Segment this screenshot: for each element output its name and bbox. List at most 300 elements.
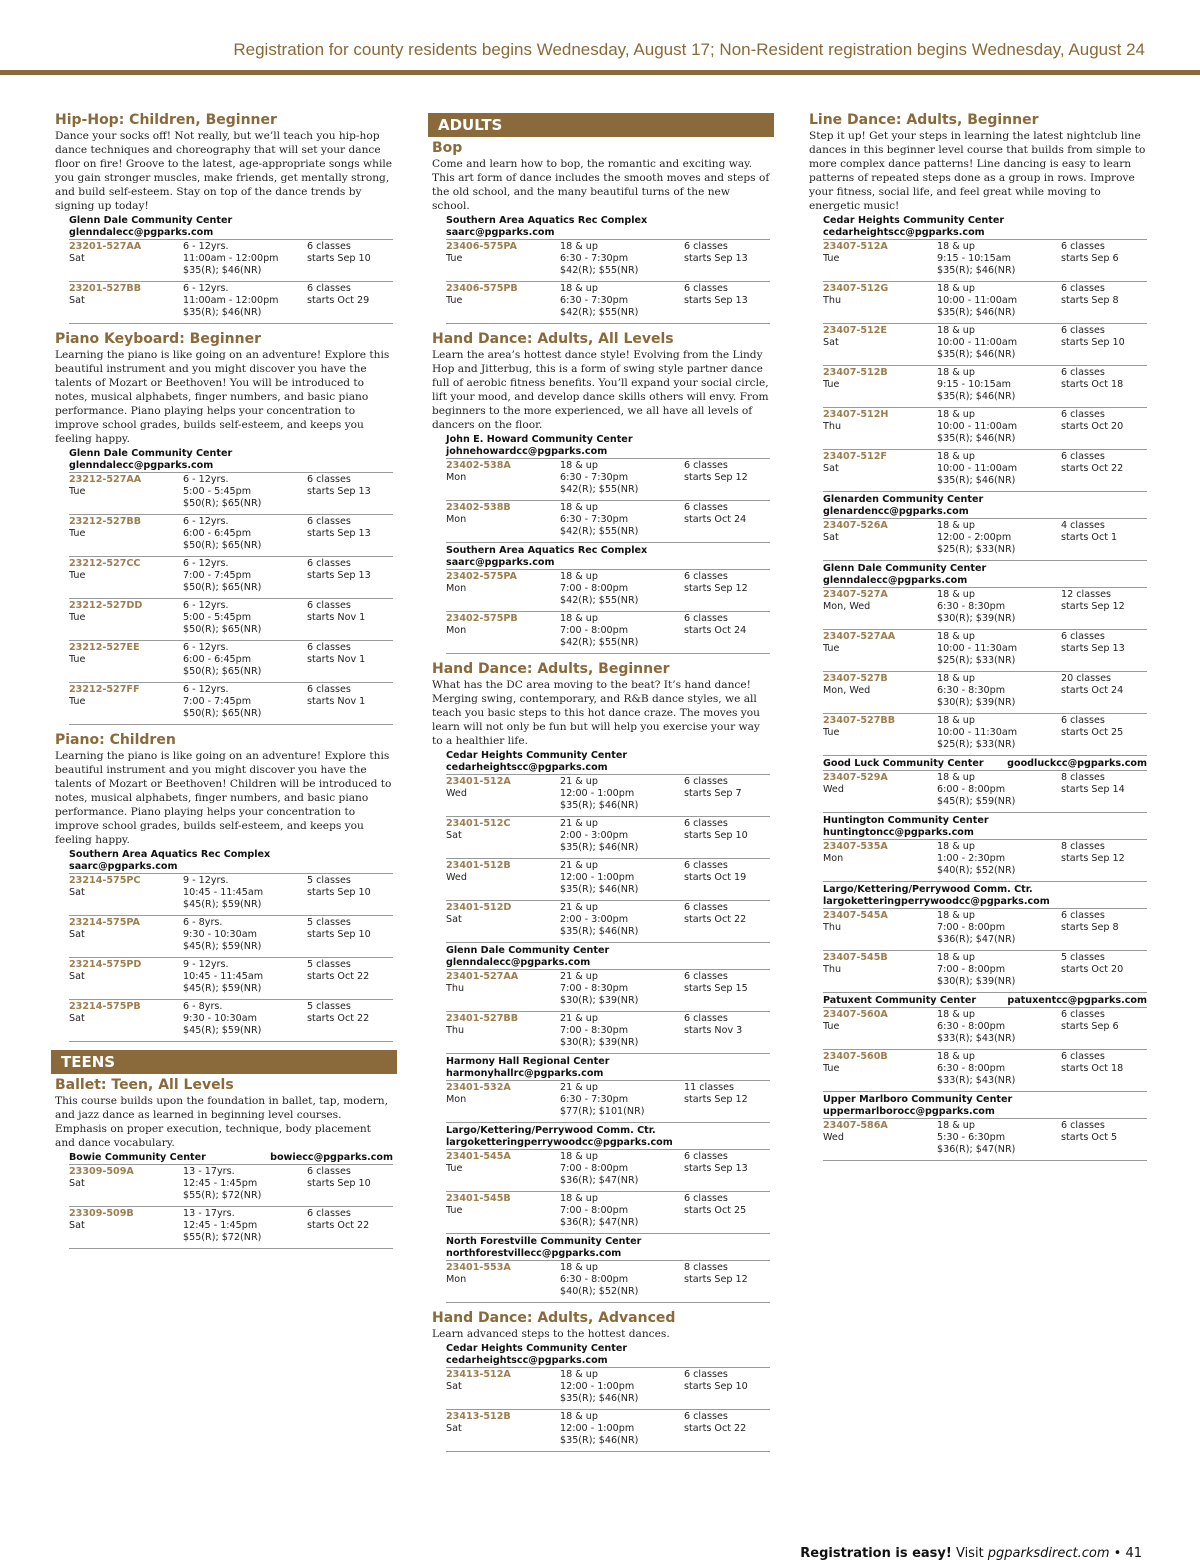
course-day: Mon: [446, 1274, 467, 1285]
course-code[interactable]: 23212-527FF: [69, 684, 140, 695]
footer-url[interactable]: pgparksdirect.com: [987, 1546, 1110, 1561]
course-code[interactable]: 23401-512A: [446, 776, 511, 787]
course-classes: 6 classes: [307, 1208, 351, 1219]
table-row: [823, 407, 1147, 449]
course-code[interactable]: 23401-527AA: [446, 971, 519, 982]
course-classes: 6 classes: [1061, 1120, 1105, 1131]
classes-start-cell: [307, 642, 387, 678]
age-time-fee-cell: [560, 1369, 684, 1405]
course-title: Bop: [432, 140, 463, 156]
course-classes: 6 classes: [1061, 910, 1105, 921]
course-start: starts Oct 22: [307, 1220, 370, 1231]
classes-start-cell: [1061, 910, 1141, 946]
classes-start-cell: [307, 1208, 387, 1244]
footer-visit: Visit: [951, 1546, 988, 1561]
location-name: Huntington Community Center: [823, 815, 989, 826]
course-fee: $25(R); $33(NR): [937, 655, 1016, 666]
course-fee: $42(R); $55(NR): [560, 637, 639, 648]
classes-start-cell: [684, 818, 764, 854]
course-age: 6 - 12yrs.: [183, 516, 229, 527]
course-code[interactable]: 23214-575PD: [69, 959, 142, 970]
course-code[interactable]: 23407-512F: [823, 451, 887, 462]
location-group: [69, 215, 393, 324]
code-day-cell: [69, 1208, 183, 1244]
course-code[interactable]: 23407-560A: [823, 1009, 888, 1020]
course-age: 18 & up: [937, 772, 975, 783]
course-fee: $35(R); $46(NR): [183, 265, 262, 276]
table-row: [69, 999, 393, 1042]
course-day: Tue: [823, 1021, 840, 1032]
course-code[interactable]: 23214-575PB: [69, 1001, 141, 1012]
course-description: Learn advanced steps to the hottest dances.: [432, 1328, 670, 1340]
table-row: [823, 671, 1147, 713]
course-age: 18 & up: [560, 1411, 598, 1422]
course-title: Hip-Hop: Children, Beginner: [55, 112, 277, 128]
course-title: Ballet: Teen, All Levels: [55, 1077, 234, 1093]
location-group: [446, 1125, 770, 1234]
code-day-cell: [823, 589, 937, 625]
course-start: starts Sep 7: [684, 788, 742, 799]
course-day: Tue: [69, 654, 86, 665]
course-start: starts Sep 6: [1061, 253, 1119, 264]
course-classes: 6 classes: [1061, 241, 1105, 252]
course-age: 18 & up: [937, 673, 975, 684]
location-group: [823, 215, 1147, 492]
course-time: 9:15 - 10:15am: [937, 253, 1011, 264]
age-time-fee-cell: [560, 971, 684, 1007]
course-day: Mon: [446, 514, 467, 525]
course-code[interactable]: 23413-512A: [446, 1369, 511, 1380]
location-email[interactable]: cedarheightscc@pgparks.com: [446, 762, 608, 773]
code-day-cell: [69, 684, 183, 720]
course-code[interactable]: 23407-560B: [823, 1051, 888, 1062]
table-row: [823, 518, 1147, 561]
course-time: 6:30 - 7:30pm: [560, 472, 629, 483]
course-code[interactable]: 23212-527DD: [69, 600, 143, 611]
age-time-fee-cell: [183, 1208, 307, 1244]
course-code[interactable]: 23407-512A: [823, 241, 888, 252]
table-row: [69, 598, 393, 640]
age-time-fee-cell: [937, 715, 1061, 751]
course-code[interactable]: 23401-545B: [446, 1193, 511, 1204]
location-email[interactable]: largoketteringperrywoodcc@pgparks.com: [446, 1137, 673, 1148]
location-name: Glenn Dale Community Center: [69, 215, 233, 226]
course-fee: $45(R); $59(NR): [183, 899, 262, 910]
course-code[interactable]: 23309-509A: [69, 1166, 134, 1177]
course-time: 2:00 - 3:00pm: [560, 914, 629, 925]
course-code[interactable]: 23406-575PA: [446, 241, 517, 252]
course-time: 7:00 - 8:00pm: [560, 583, 629, 594]
course-day: Thu: [823, 922, 842, 933]
classes-start-cell: [1061, 520, 1141, 556]
location-email[interactable]: harmonyhallrc@pgparks.com: [446, 1068, 604, 1079]
course-code[interactable]: 23407-527AA: [823, 631, 896, 642]
location-heading: [823, 995, 1147, 1007]
course-code[interactable]: 23407-535A: [823, 841, 888, 852]
course-code[interactable]: 23402-575PB: [446, 613, 518, 624]
course-code[interactable]: 23401-527BB: [446, 1013, 519, 1024]
course-code[interactable]: 23401-532A: [446, 1082, 511, 1093]
course-age: 21 & up: [560, 902, 598, 913]
course-fee: $36(R); $47(NR): [937, 934, 1016, 945]
course-day: Sat: [69, 929, 85, 940]
course-classes: 5 classes: [307, 875, 351, 886]
location-name: Cedar Heights Community Center: [446, 750, 628, 761]
course-age: 13 - 17yrs.: [183, 1208, 235, 1219]
course-classes: 6 classes: [307, 684, 351, 695]
course-day: Tue: [823, 1063, 840, 1074]
course-day: Tue: [69, 570, 86, 581]
age-time-fee-cell: [937, 1009, 1061, 1045]
course-fee: $42(R); $55(NR): [560, 265, 639, 276]
course-start: starts Sep 10: [684, 1381, 748, 1392]
course-time: 10:45 - 11:45am: [183, 887, 264, 898]
table-row: [823, 449, 1147, 492]
course-start: starts Sep 8: [1061, 295, 1119, 306]
course-start: starts Sep 13: [307, 486, 371, 497]
age-time-fee-cell: [183, 474, 307, 510]
course-start: starts Oct 24: [684, 625, 747, 636]
page-footer: [800, 1546, 1142, 1561]
course-age: 18 & up: [937, 1120, 975, 1131]
age-time-fee-cell: [560, 1411, 684, 1447]
location-group: [823, 815, 1147, 882]
course-start: starts Oct 18: [1061, 1063, 1124, 1074]
table-row: [69, 472, 393, 514]
location-name: Southern Area Aquatics Rec Complex: [446, 545, 648, 556]
course-code[interactable]: 23401-512B: [446, 860, 511, 871]
course-code[interactable]: 23407-545A: [823, 910, 888, 921]
course-day: Thu: [446, 983, 465, 994]
classes-start-cell: [1061, 1051, 1141, 1087]
course-classes: 6 classes: [684, 571, 728, 582]
course-start: starts Sep 13: [684, 295, 748, 306]
code-day-cell: [823, 715, 937, 751]
section-header: ADULTS: [428, 113, 774, 137]
course-day: Wed: [823, 784, 844, 795]
classes-start-cell: [684, 971, 764, 1007]
age-time-fee-cell: [937, 520, 1061, 556]
course-start: starts Sep 10: [307, 253, 371, 264]
course-code[interactable]: 23407-512B: [823, 367, 888, 378]
course-start: starts Oct 22: [684, 1423, 747, 1434]
age-time-fee-cell: [560, 1262, 684, 1298]
course-fee: $35(R); $46(NR): [560, 884, 639, 895]
code-day-cell: [69, 875, 183, 911]
location-name: Cedar Heights Community Center: [823, 215, 1005, 226]
location-group: [446, 1236, 770, 1303]
course-age: 18 & up: [937, 325, 975, 336]
course-start: starts Sep 12: [684, 1094, 748, 1105]
age-time-fee-cell: [183, 600, 307, 636]
course-time: 6:00 - 6:45pm: [183, 654, 252, 665]
course-start: starts Oct 22: [307, 971, 370, 982]
course-start: starts Sep 12: [684, 472, 748, 483]
classes-start-cell: [1061, 451, 1141, 487]
age-time-fee-cell: [937, 631, 1061, 667]
location-email[interactable]: glenndalecc@pgparks.com: [446, 957, 591, 968]
course-day: Sat: [69, 1013, 85, 1024]
age-time-fee-cell: [560, 902, 684, 938]
course-start: starts Oct 25: [1061, 727, 1124, 738]
course-code[interactable]: 23401-545A: [446, 1151, 511, 1162]
course-code[interactable]: 23406-575PB: [446, 283, 518, 294]
classes-start-cell: [1061, 772, 1141, 808]
classes-start-cell: [684, 1151, 764, 1187]
code-day-cell: [69, 1166, 183, 1202]
course-code[interactable]: 23214-575PC: [69, 875, 141, 886]
location-name: Upper Marlboro Community Center: [823, 1094, 1013, 1105]
course-day: Thu: [446, 1025, 465, 1036]
location-email[interactable]: saarc@pgparks.com: [446, 557, 555, 568]
course-code[interactable]: 23402-538B: [446, 502, 511, 513]
course-day: Sat: [446, 1423, 462, 1434]
location-email[interactable]: huntingtoncc@pgparks.com: [823, 827, 974, 838]
course-code[interactable]: 23402-538A: [446, 460, 511, 471]
age-time-fee-cell: [183, 516, 307, 552]
course-time: 11:00am - 12:00pm: [183, 253, 279, 264]
course-code[interactable]: 23212-527EE: [69, 642, 140, 653]
classes-start-cell: [684, 1411, 764, 1447]
code-day-cell: [823, 952, 937, 988]
course-age: 9 - 12yrs.: [183, 959, 229, 970]
course-code[interactable]: 23212-527CC: [69, 558, 141, 569]
code-day-cell: [823, 409, 937, 445]
age-time-fee-cell: [560, 860, 684, 896]
classes-start-cell: [1061, 283, 1141, 319]
course-description: Come and learn how to bop, the romantic and exciting way. This art form of dance includes the smooth moves and steps of the old school, and the many beautiful turns of the new school.: [432, 158, 770, 212]
location-email[interactable]: glenndalecc@pgparks.com: [69, 227, 214, 238]
code-day-cell: [823, 673, 937, 709]
course-day: Mon: [823, 853, 844, 864]
course-start: starts Oct 22: [307, 1013, 370, 1024]
course-code[interactable]: 23407-527B: [823, 673, 888, 684]
location-group: [823, 758, 1147, 813]
course-age: 21 & up: [560, 818, 598, 829]
table-row: [446, 1260, 770, 1303]
course-title: Line Dance: Adults, Beginner: [809, 112, 1039, 128]
classes-start-cell: [684, 1369, 764, 1405]
table-row: [69, 682, 393, 725]
course-classes: 4 classes: [1061, 520, 1105, 531]
course-age: 21 & up: [560, 1082, 598, 1093]
course-day: Sat: [69, 887, 85, 898]
classes-start-cell: [684, 613, 764, 649]
course-classes: 6 classes: [1061, 631, 1105, 642]
course-classes: 20 classes: [1061, 673, 1111, 684]
location-email[interactable]: glenndalecc@pgparks.com: [69, 460, 214, 471]
table-row: [446, 611, 770, 654]
course-age: 18 & up: [937, 451, 975, 462]
code-day-cell: [446, 902, 560, 938]
location-email[interactable]: saarc@pgparks.com: [446, 227, 555, 238]
age-time-fee-cell: [560, 1193, 684, 1229]
location-email[interactable]: uppermarlborocc@pgparks.com: [823, 1106, 995, 1117]
course-fee: $40(R); $52(NR): [560, 1286, 639, 1297]
course-start: starts Sep 10: [307, 1178, 371, 1189]
course-code[interactable]: 23309-509B: [69, 1208, 134, 1219]
course-code[interactable]: 23407-512H: [823, 409, 889, 420]
course-code[interactable]: 23212-527AA: [69, 474, 142, 485]
course-start: starts Nov 1: [307, 654, 366, 665]
course-classes: 6 classes: [307, 600, 351, 611]
course-code[interactable]: 23401-553A: [446, 1262, 511, 1273]
age-time-fee-cell: [560, 1151, 684, 1187]
course-block: [55, 113, 393, 324]
course-start: starts Sep 13: [684, 253, 748, 264]
table-row: [446, 239, 770, 281]
table-row: [823, 1049, 1147, 1092]
location-email[interactable]: glenndalecc@pgparks.com: [823, 575, 968, 586]
location-email[interactable]: cedarheightscc@pgparks.com: [446, 1355, 608, 1366]
course-code[interactable]: 23407-526A: [823, 520, 888, 531]
course-start: starts Sep 8: [1061, 922, 1119, 933]
course-block: [55, 1050, 393, 1249]
course-fee: $50(R); $65(NR): [183, 666, 262, 677]
age-time-fee-cell: [560, 241, 684, 277]
code-day-cell: [69, 917, 183, 953]
course-description: Dance your socks off! Not really, but we’ll teach you hip-hop dance techniques and choreography that will set your dance floor on fire! Groove to the latest, age-appropriate songs while you gain stronger muscles, make friends, get mentally strong, and build self-esteem. Stay on top of the dance trends by signing up today!: [55, 130, 392, 212]
course-code[interactable]: 23407-527BB: [823, 715, 896, 726]
course-age: 9 - 12yrs.: [183, 875, 229, 886]
course-code[interactable]: 23402-575PA: [446, 571, 517, 582]
age-time-fee-cell: [183, 1001, 307, 1037]
location-name: Good Luck Community Center: [823, 758, 984, 769]
course-fee: $42(R); $55(NR): [560, 526, 639, 537]
course-age: 18 & up: [560, 241, 598, 252]
table-row: [69, 873, 393, 915]
course-day: Mon: [446, 1094, 467, 1105]
classes-start-cell: [684, 1262, 764, 1298]
code-day-cell: [823, 367, 937, 403]
age-time-fee-cell: [560, 613, 684, 649]
course-time: 10:00 - 11:00am: [937, 337, 1018, 348]
classes-start-cell: [684, 1013, 764, 1049]
code-day-cell: [446, 860, 560, 896]
table-row: [823, 713, 1147, 756]
course-age: 18 & up: [560, 1193, 598, 1204]
course-fee: $35(R); $46(NR): [937, 475, 1016, 486]
course-classes: 12 classes: [1061, 589, 1111, 600]
course-code[interactable]: 23407-545B: [823, 952, 888, 963]
course-code[interactable]: 23407-529A: [823, 772, 888, 783]
location-email[interactable]: patuxentcc@pgparks.com: [1007, 995, 1147, 1006]
code-day-cell: [69, 959, 183, 995]
course-description: Learning the piano is like going on an adventure! Explore this beautiful instrument and you might discover you have the talents of Mozart or Beethoven! You will be introduced to notes, musical alphabets, finger numbers, and basic piano performance. Piano playing helps your concentration to improve school grades, builds self-esteem, and keeps you feeling happy.: [55, 349, 390, 445]
course-fee: $50(R); $65(NR): [183, 624, 262, 635]
location-group: [823, 494, 1147, 561]
course-classes: 6 classes: [1061, 451, 1105, 462]
course-fee: $50(R); $65(NR): [183, 540, 262, 551]
classes-start-cell: [684, 776, 764, 812]
location-name: North Forestville Community Center: [446, 1236, 642, 1247]
course-fee: $36(R); $47(NR): [560, 1217, 639, 1228]
course-time: 12:00 - 1:00pm: [560, 788, 635, 799]
age-time-fee-cell: [937, 283, 1061, 319]
code-day-cell: [823, 631, 937, 667]
course-time: 7:00 - 8:00pm: [560, 1163, 629, 1174]
location-email[interactable]: glenardencc@pgparks.com: [823, 506, 969, 517]
table-row: [69, 514, 393, 556]
course-classes: 5 classes: [1061, 952, 1105, 963]
course-fee: $30(R); $39(NR): [560, 995, 639, 1006]
age-time-fee-cell: [560, 776, 684, 812]
course-time: 6:30 - 8:30pm: [937, 601, 1006, 612]
classes-start-cell: [307, 875, 387, 911]
location-group: [446, 945, 770, 1054]
age-time-fee-cell: [183, 917, 307, 953]
code-day-cell: [446, 1151, 560, 1187]
course-fee: $50(R); $65(NR): [183, 498, 262, 509]
course-fee: $36(R); $47(NR): [937, 1144, 1016, 1155]
course-code[interactable]: 23201-527AA: [69, 241, 142, 252]
course-age: 18 & up: [560, 460, 598, 471]
location-email[interactable]: johnehowardcc@pgparks.com: [446, 446, 608, 457]
course-code[interactable]: 23407-527A: [823, 589, 888, 600]
course-fee: $35(R); $46(NR): [937, 265, 1016, 276]
location-email[interactable]: bowiecc@pgparks.com: [270, 1152, 393, 1163]
course-code[interactable]: 23401-512C: [446, 818, 511, 829]
age-time-fee-cell: [183, 558, 307, 594]
location-name: Southern Area Aquatics Rec Complex: [446, 215, 648, 226]
location-email[interactable]: northforestvillecc@pgparks.com: [446, 1248, 622, 1259]
course-classes: 5 classes: [307, 917, 351, 928]
course-fee: $33(R); $43(NR): [937, 1075, 1016, 1086]
course-day: Sat: [69, 1178, 85, 1189]
course-code[interactable]: 23407-586A: [823, 1120, 888, 1131]
course-fee: $45(R); $59(NR): [183, 1025, 262, 1036]
course-code[interactable]: 23407-512G: [823, 283, 889, 294]
age-time-fee-cell: [937, 589, 1061, 625]
course-code[interactable]: 23413-512B: [446, 1411, 511, 1422]
course-code[interactable]: 23212-527BB: [69, 516, 142, 527]
registration-dates: Registration for county residents begins Wednesday, August 17; Non-Resident registration begins Wednesday, August 24: [233, 40, 1145, 59]
course-start: starts Sep 13: [1061, 643, 1125, 654]
location-email[interactable]: saarc@pgparks.com: [69, 861, 178, 872]
location-email[interactable]: cedarheightscc@pgparks.com: [823, 227, 985, 238]
classes-start-cell: [307, 474, 387, 510]
course-time: 9:30 - 10:30am: [183, 1013, 257, 1024]
course-time: 12:45 - 1:45pm: [183, 1220, 258, 1231]
location-email[interactable]: goodluckcc@pgparks.com: [1007, 758, 1147, 769]
course-code[interactable]: 23407-512E: [823, 325, 887, 336]
location-name: Glenarden Community Center: [823, 494, 984, 505]
course-start: starts Oct 25: [684, 1205, 747, 1216]
course-age: 18 & up: [937, 715, 975, 726]
location-email[interactable]: largoketteringperrywoodcc@pgparks.com: [823, 896, 1050, 907]
course-classes: 8 classes: [1061, 841, 1105, 852]
course-fee: $77(R); $101(NR): [560, 1106, 645, 1117]
code-day-cell: [69, 474, 183, 510]
table-row: [446, 900, 770, 943]
course-code[interactable]: 23201-527BB: [69, 283, 142, 294]
course-day: Wed: [823, 1132, 844, 1143]
course-start: starts Oct 20: [1061, 421, 1124, 432]
table-row: [446, 1367, 770, 1409]
table-row: [69, 957, 393, 999]
classes-start-cell: [307, 917, 387, 953]
course-code[interactable]: 23401-512D: [446, 902, 512, 913]
course-time: 10:00 - 11:30am: [937, 727, 1018, 738]
code-day-cell: [446, 1262, 560, 1298]
code-day-cell: [823, 772, 937, 808]
course-code[interactable]: 23214-575PA: [69, 917, 140, 928]
course-day: Wed: [446, 872, 467, 883]
course-classes: 6 classes: [684, 283, 728, 294]
location-group: [446, 434, 770, 543]
course-day: Tue: [446, 1205, 463, 1216]
course-day: Sat: [446, 914, 462, 925]
